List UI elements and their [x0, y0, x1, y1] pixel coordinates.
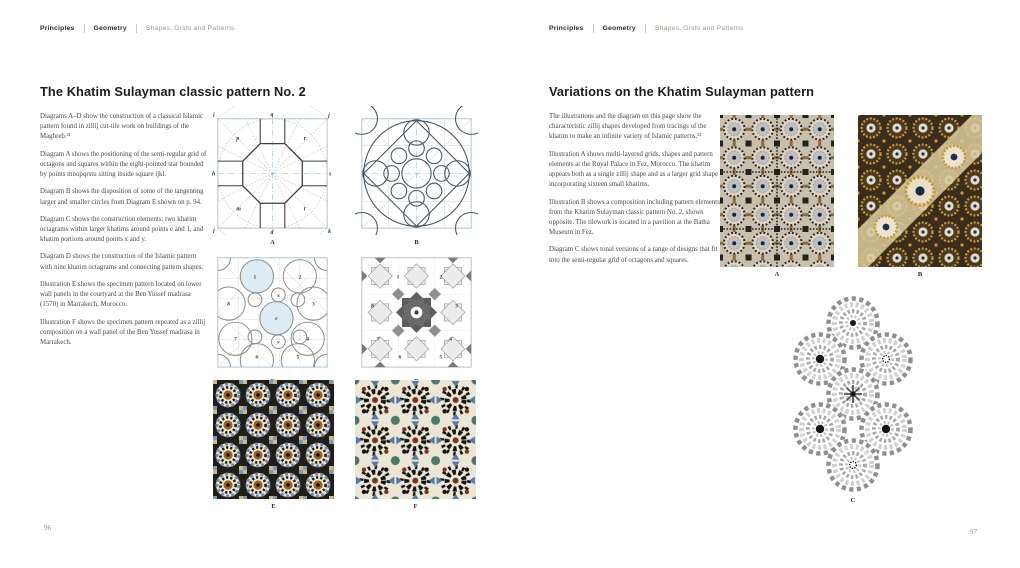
point-label: s: [329, 171, 332, 178]
circle-number: 2: [439, 274, 443, 281]
paragraph: Illustration A shows multi-layered grids, shapes and pattern elements at the Royal Palace in Fez, Morocco. The khatim appears both as a single zillij shape and as a larger grid shape incorporating sixteen small khatims.: [549, 150, 719, 189]
illustration-e-photo: [213, 380, 334, 510]
diagram-a: [211, 106, 334, 246]
figure-label: B: [414, 239, 419, 246]
point-label: m: [236, 206, 241, 213]
paragraph: Diagram B shows the disposition of some of the tangenting larger and smaller circles from Diagram E shown on p. 94.: [40, 188, 204, 206]
paragraph: Diagram C shows tonal versions of a range of designs that fit into the semi-regular grid of octagons and squares.: [549, 246, 718, 264]
illustration-f-photo: [355, 380, 476, 510]
page-title-right: Variations on the Khatim Sulayman pattern: [549, 84, 815, 99]
breadcrumb-item: Principles: [549, 25, 584, 32]
figure-label: F: [413, 503, 418, 510]
paragraph: Diagram D shows the construction of the Islamic pattern with nine khatim octagrams and connecting pattern shapes.: [40, 253, 204, 271]
point-label-x: x: [276, 292, 280, 299]
paragraph: Diagrams A–D show the construction of a classical Islamic pattern found in zillij cut-tile work on buildings of the Maghreb.²¹: [40, 113, 204, 141]
page-number-right: 97: [970, 528, 977, 536]
figure-label: C: [850, 497, 856, 504]
point-label: q: [270, 111, 274, 118]
illustration-b-photo: [858, 115, 982, 278]
point-label: d: [270, 229, 274, 235]
figure-label: A: [270, 239, 275, 246]
point-label-y: y: [277, 339, 280, 346]
circle-number: 6: [398, 354, 402, 361]
breadcrumb: [40, 24, 235, 33]
circle-number: 7: [234, 336, 237, 343]
paragraph: Illustration E shows the specimen pattern located on lower wall panels in the courtyard at the Ben Yussef madrasa (1570) in Marrakech, Morocco.: [40, 280, 202, 309]
circle-number: 5: [439, 354, 443, 361]
circle-number: 5: [296, 354, 300, 361]
breadcrumb-item: Shapes, Grids and Patterns: [654, 25, 744, 32]
circle-number: 3: [312, 301, 315, 308]
circle-number: 8: [227, 301, 230, 308]
breadcrumb-divider: [84, 24, 85, 33]
point-label: j: [328, 112, 330, 119]
breadcrumb-item: Principles: [40, 25, 75, 32]
circle-number: 4: [449, 336, 453, 343]
point-label: i: [212, 112, 215, 119]
breadcrumb-divider: [593, 24, 594, 33]
figure-label: B: [917, 271, 923, 278]
breadcrumb-divider: [645, 24, 646, 33]
circle-number: 2: [298, 274, 302, 281]
point-label: k: [328, 228, 332, 235]
paragraph: The illustrations and the diagram on this page show the characteristic zillij shapes developed from tracings of the khatim to make an infinite variety of Islamic patterns.²²: [549, 113, 707, 141]
left-text-column: [40, 112, 209, 355]
figure-label: E: [271, 503, 276, 510]
point-label: t: [303, 206, 306, 213]
circle-label-e: e: [275, 316, 278, 323]
paragraph: Illustration F shows the specimen pattern repeated as a zillij composition on a wall panel of the Ben Yussef madrasa in Marrakech.: [40, 318, 206, 346]
illustration-a-photo: [720, 115, 834, 278]
breadcrumb-item: Geometry: [602, 25, 636, 32]
diagram-b: [355, 106, 478, 246]
diagram-d: [355, 245, 478, 385]
point-label: l: [212, 228, 215, 235]
circle-number: 3: [455, 303, 458, 310]
circle-number: 7: [377, 336, 380, 343]
breadcrumb-item: Geometry: [93, 25, 127, 32]
circle-number: 4: [306, 336, 310, 343]
circle-number: 8: [371, 303, 374, 310]
point-label: h: [211, 171, 216, 178]
paragraph: Diagram A shows the positioning of the semi-regular grid of octagons and squares within the eight-pointed star bounded by points mnopqrstu sitting inside square ijkl.: [40, 150, 207, 179]
circle-number: 1: [396, 274, 400, 281]
paragraph: Diagram C shows the construction elements: two khatim octagrams within larger khatims around points e and 1, and khatim portions around points x and y.: [40, 215, 204, 244]
diagram-c: [211, 245, 334, 385]
paragraph: Illustration B shows a composition including pattern elements from the Khatim Sulayman classic pattern No. 2, shown opposite. The tilework is located in a pavilion at the Batha Museum in Fez.: [549, 198, 720, 237]
breadcrumb-divider: [136, 24, 137, 33]
page-number-left: 96: [44, 524, 51, 532]
right-text-column: [549, 112, 721, 273]
circle-number: 6: [255, 354, 259, 361]
circle-number: 1: [253, 274, 257, 281]
figure-label: A: [774, 271, 780, 278]
breadcrumb: [549, 24, 744, 33]
point-label: p: [236, 136, 240, 143]
breadcrumb-item: Shapes, Grids and Patterns: [145, 25, 235, 32]
diagram-c-right: [788, 295, 918, 504]
point-label: r: [303, 136, 307, 143]
page-title-left: The Khatim Sulayman classic pattern No. 2: [40, 84, 306, 99]
